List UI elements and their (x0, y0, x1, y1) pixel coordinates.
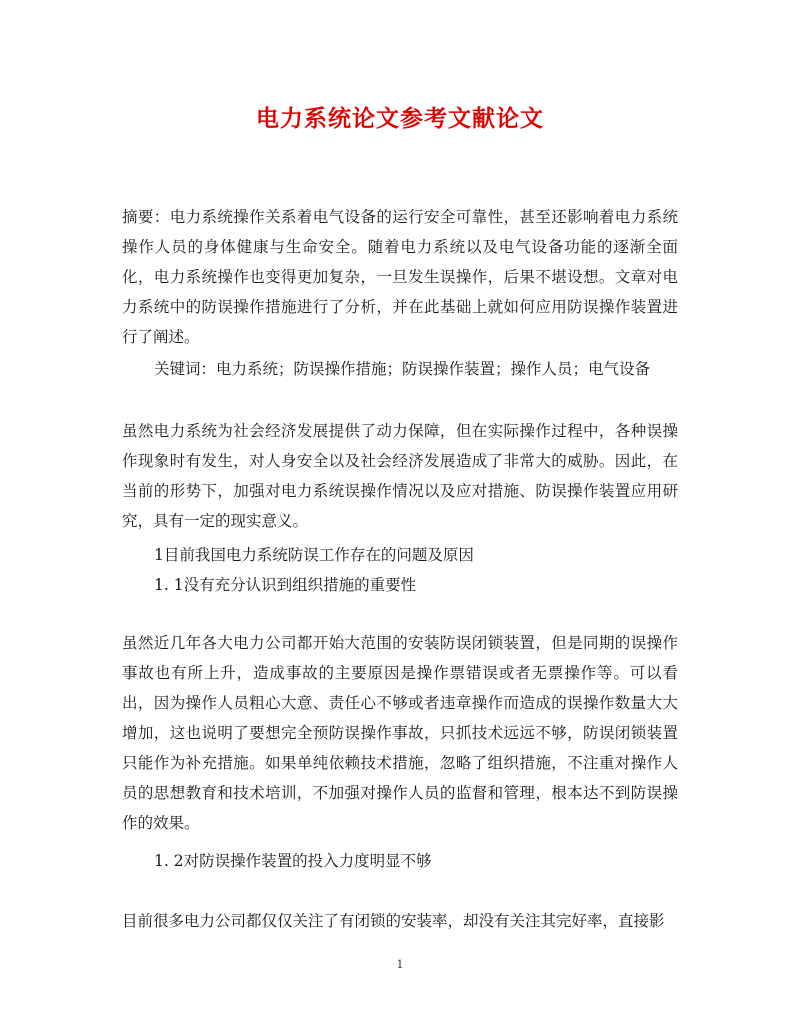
section-1-2-paragraph: 目前很多电力公司都仅仅关注了有闭锁的安装率，却没有关注其完好率，直接影 (122, 912, 665, 930)
keywords-line: 关键词：电力系统；防误操作措施；防误操作装置；操作人员；电气设备 (154, 360, 651, 378)
intro-paragraph: 虽然电力系统为社会经济发展提供了动力保障，但在实际操作过程中，各种误操作现象时有发生，对人身安全以及社会经济发展造成了非常大的威胁。因此，在当前的形势下，加强对电力系统误操作情况以及应对措施、防误操作装置应用研究，具有一定的现实意义。 (122, 422, 678, 530)
page-number: 1 (396, 958, 404, 971)
section-heading-1-1: 1. 1没有充分认识到组织措施的重要性 (154, 576, 417, 594)
section-1-1-paragraph: 虽然近几年各大电力公司都开始大范围的安装防误闭锁装置，但是同期的误操作事故也有所上升，造成事故的主要原因是操作票错误或者无票操作等。可以看出，因为操作人员粗心大意、责任心不够或者违章操作而造成的误操作数量大大增加，这也说明了要想完全预防误操作事故，只抓技术远远不够，防误闭锁装置只能作为补充措施。如果单纯依赖技术措施，忽略了组织措施，不注重对操作人员的思想教育和技术培训，不加强对操作人员的监督和管理，根本达不到防误操作的效果。 (122, 634, 678, 832)
section-heading-1: 1目前我国电力系统防误工作存在的问题及原因 (154, 546, 474, 564)
section-heading-1-2: 1. 2对防误操作装置的投入力度明显不够 (154, 852, 432, 870)
document-title: 电力系统论文参考文献论文 (256, 105, 544, 132)
abstract-paragraph: 摘要：电力系统操作关系着电气设备的运行安全可靠性，甚至还影响着电力系统操作人员的身体健康与生命安全。随着电力系统以及电气设备功能的逐渐全面化，电力系统操作也变得更加复杂，一旦发生误操作，后果不堪设想。文章对电力系统中的防误操作措施进行了分析，并在此基础上就如何应用防误操作装置进行了阐述。 (122, 208, 678, 346)
